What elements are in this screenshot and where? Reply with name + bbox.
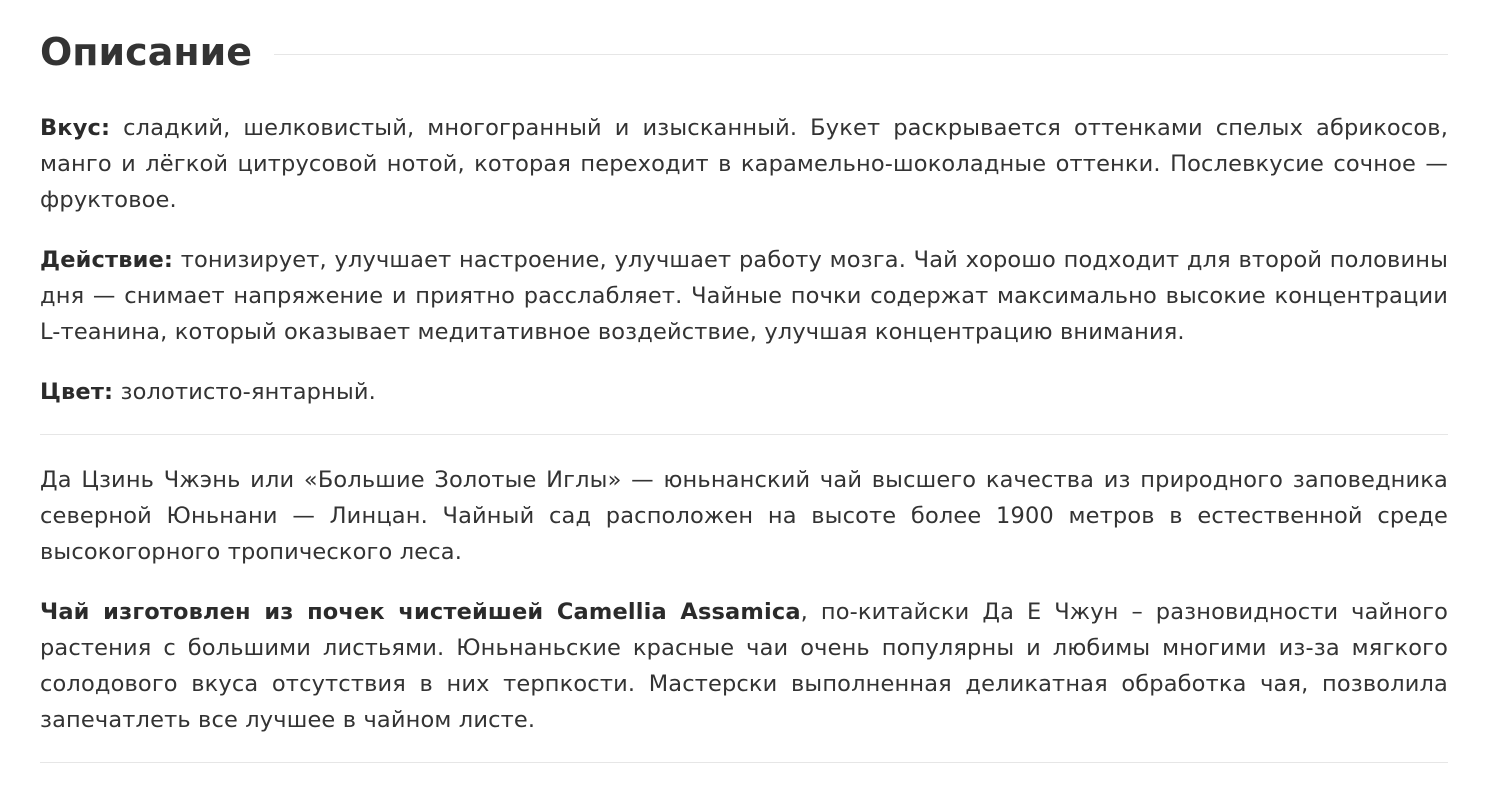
action-label: Действие:	[40, 247, 174, 273]
bottom-divider	[40, 762, 1448, 763]
action-text: тонизирует, улучшает настроение, улучшает работу мозга. Чай хорошо подходит для второй половины дня — снимает напряжение и приятно расслабляет. Чайные почки содержат максимально высокие концентрации L-теанина, который оказывает медитативное воздействие, улучшая концентрацию внимания.	[40, 247, 1448, 345]
header-rule	[274, 54, 1448, 55]
product-description	[40, 0, 1448, 763]
origin-bold-text: Чай изготовлен из почек чистейшей Camellia Assamica	[40, 599, 801, 625]
color-text: золотисто-янтарный.	[113, 379, 376, 405]
taste-text: сладкий, шелковистый, многогранный и изысканный. Букет раскрывается оттенками спелых абрикосов, манго и лёгкой цитрусовой нотой, которая переходит в карамельно-шоколадные оттенки. Послевкусие сочное — фруктовое.	[40, 115, 1448, 213]
origin-paragraph	[40, 594, 1448, 738]
color-label: Цвет:	[40, 379, 114, 405]
section-header	[40, 28, 1448, 76]
color-paragraph	[40, 374, 1448, 410]
section-title: Описание	[40, 30, 253, 74]
origin-text: , по-китайски Да Е Чжун – разновидности чайного растения с большими листьями. Юньнаньские красные чаи очень популярны и любимы многими из-за мягкого солодового вкуса отсутствия в них терпкости. Мастерски выполненная деликатная обработка чая, позволила запечатлеть все лучшее в чайном листе.	[40, 599, 1448, 733]
taste-label: Вкус:	[40, 115, 111, 141]
section-divider	[40, 434, 1448, 435]
action-paragraph	[40, 242, 1448, 350]
taste-paragraph	[40, 110, 1448, 218]
intro-paragraph: Да Цзинь Чжэнь или «Большие Золотые Иглы» — юньнанский чай высшего качества из природного заповедника северной Юньнани — Линцан. Чайный сад расположен на высоте более 1900 метров в естественной среде высокогорного тропического леса.	[40, 467, 1448, 565]
